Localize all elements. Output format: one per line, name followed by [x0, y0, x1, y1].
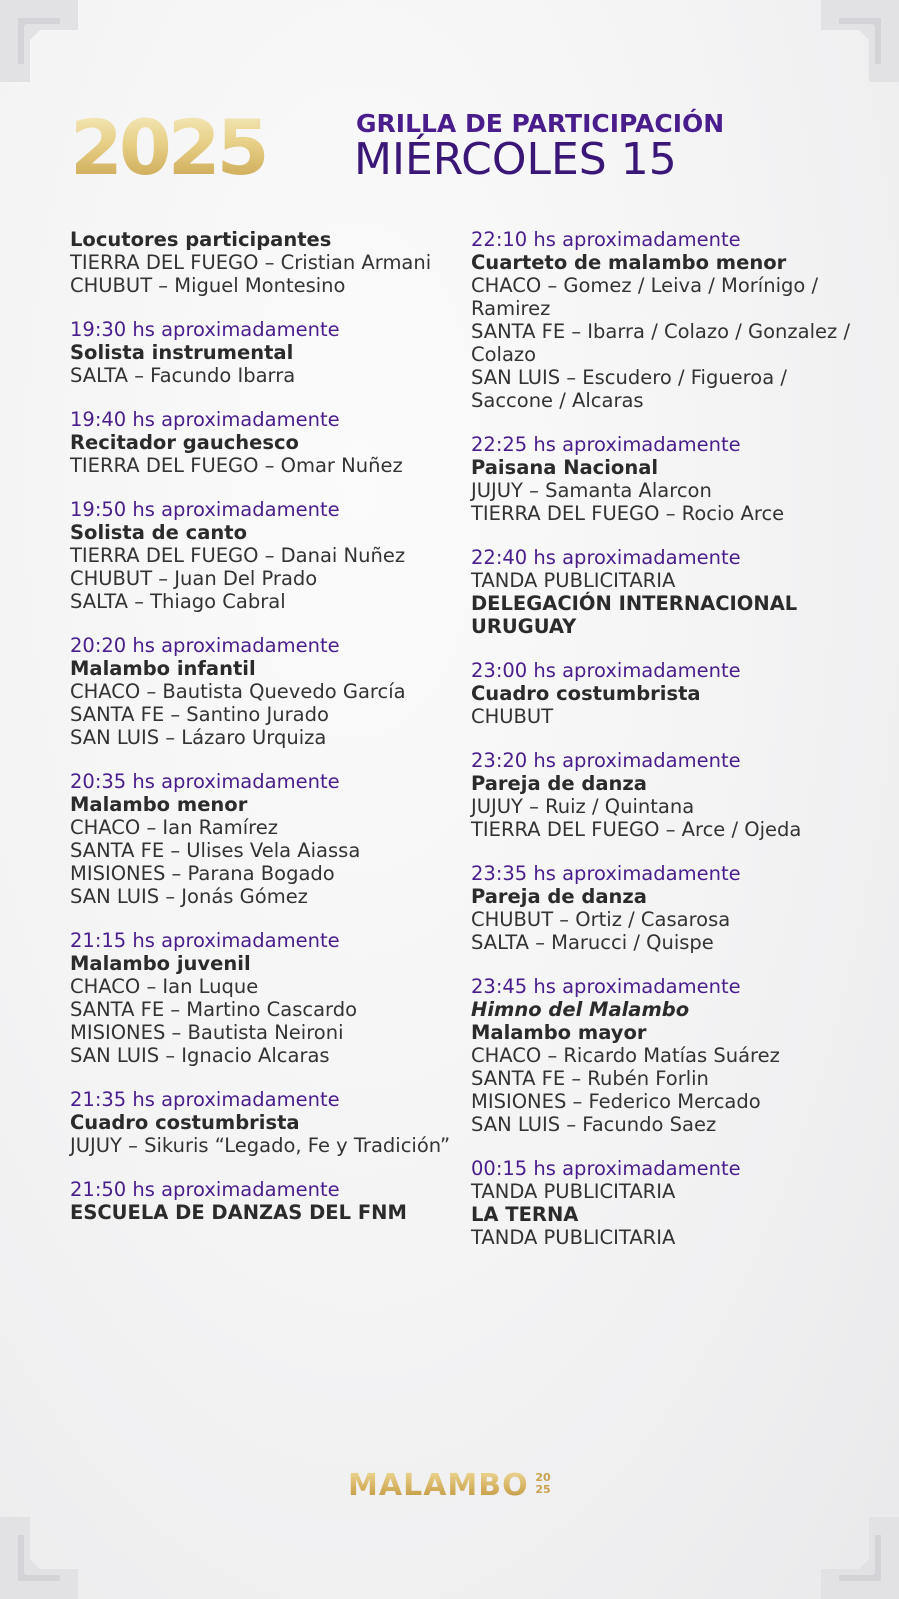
- schedule-block: [471, 433, 871, 525]
- schedule-entry: CHACO – Gomez / Leiva / Morínigo / Ramirez: [471, 274, 825, 320]
- page-day: MIÉRCOLES 15: [354, 134, 677, 185]
- schedule-category: Cuarteto de malambo menor: [471, 251, 787, 274]
- schedule-category: Himno del Malambo: [471, 998, 690, 1021]
- schedule-time: 23:20 hs aproximadamente: [471, 749, 741, 772]
- schedule-entry: SANTA FE – Ibarra / Colazo / Gonzalez / Colazo: [471, 320, 857, 366]
- schedule-time: 23:45 hs aproximadamente: [471, 975, 741, 998]
- logo-year-bottom: 25: [535, 1483, 551, 1496]
- schedule-entry: SAN LUIS – Escudero / Figueroa / Saccone / Alcaras: [471, 366, 794, 412]
- schedule-block: [70, 770, 460, 908]
- schedule-time: 21:35 hs aproximadamente: [70, 1088, 340, 1111]
- schedule-category: Locutores participantes: [70, 228, 332, 251]
- corner-ornament-bottom-right: [809, 1509, 899, 1599]
- schedule-block: [70, 408, 460, 477]
- schedule-time: 23:35 hs aproximadamente: [471, 862, 741, 885]
- schedule-category: Recitador gauchesco: [70, 431, 299, 454]
- malambo-logo: [348, 1468, 558, 1508]
- schedule-block: [70, 929, 460, 1067]
- schedule-block: [70, 318, 460, 387]
- schedule-block: [70, 1088, 460, 1157]
- schedule-entry: JUJUY – Samanta Alarcon: [471, 479, 712, 502]
- schedule-highlight: LA TERNA: [471, 1203, 579, 1226]
- malambo-logo-text: MALAMBO: [348, 1468, 529, 1503]
- schedule-entry: TIERRA DEL FUEGO – Arce / Ojeda: [471, 818, 802, 841]
- corner-ornament-bottom-left: [0, 1509, 90, 1599]
- schedule-entry: CHUBUT: [471, 705, 554, 728]
- schedule-entry: SALTA – Marucci / Quispe: [471, 931, 714, 954]
- schedule-column-right: [471, 228, 871, 1270]
- malambo-logo-year: [532, 1472, 554, 1496]
- schedule-block: [70, 228, 460, 297]
- schedule-time: 21:50 hs aproximadamente: [70, 1178, 340, 1201]
- schedule-highlight: ESCUELA DE DANZAS DEL FNM: [70, 1201, 407, 1224]
- schedule-entry: SANTA FE – Ulises Vela Aiassa: [70, 839, 361, 862]
- schedule-category: Malambo infantil: [70, 657, 256, 680]
- schedule-time: 19:50 hs aproximadamente: [70, 498, 340, 521]
- schedule-block: [471, 546, 871, 638]
- schedule-entry: JUJUY – Sikuris “Legado, Fe y Tradición”: [70, 1134, 451, 1157]
- schedule-entry: SAN LUIS – Jonás Gómez: [70, 885, 308, 908]
- schedule-entry: SAN LUIS – Lázaro Urquiza: [70, 726, 327, 749]
- schedule-entry: SANTA FE – Rubén Forlin: [471, 1067, 709, 1090]
- schedule-category: Solista de canto: [70, 521, 247, 544]
- corner-ornament-top-left: [0, 0, 90, 90]
- schedule-block: [70, 634, 460, 749]
- schedule-category: Malambo juvenil: [70, 952, 251, 975]
- schedule-time: 23:00 hs aproximadamente: [471, 659, 741, 682]
- schedule-entry: SALTA – Thiago Cabral: [70, 590, 286, 613]
- schedule-entry: CHACO – Bautista Quevedo García: [70, 680, 406, 703]
- schedule-entry: CHUBUT – Ortiz / Casarosa: [471, 908, 731, 931]
- schedule-block: [70, 1178, 460, 1224]
- schedule-category: Pareja de danza: [471, 772, 647, 795]
- schedule-category: Solista instrumental: [70, 341, 294, 364]
- schedule-entry: CHUBUT – Juan Del Prado: [70, 567, 318, 590]
- schedule-time: 22:40 hs aproximadamente: [471, 546, 741, 569]
- schedule-time: 19:40 hs aproximadamente: [70, 408, 340, 431]
- schedule-time: 21:15 hs aproximadamente: [70, 929, 340, 952]
- schedule-time: 19:30 hs aproximadamente: [70, 318, 340, 341]
- schedule-entry: TIERRA DEL FUEGO – Danai Nuñez: [70, 544, 406, 567]
- schedule-block: [471, 749, 871, 841]
- schedule-block: [471, 862, 871, 954]
- schedule-category: Cuadro costumbrista: [70, 1111, 300, 1134]
- schedule-block: [70, 498, 460, 613]
- schedule-time: 20:35 hs aproximadamente: [70, 770, 340, 793]
- schedule-time: 22:25 hs aproximadamente: [471, 433, 741, 456]
- schedule-entry: TANDA PUBLICITARIA: [471, 1226, 676, 1249]
- schedule-entry: SANTA FE – Santino Jurado: [70, 703, 329, 726]
- schedule-entry: TIERRA DEL FUEGO – Cristian Armani: [70, 251, 432, 274]
- schedule-block: [471, 1157, 871, 1249]
- schedule-category: Pareja de danza: [471, 885, 647, 908]
- schedule-entry: CHACO – Ian Luque: [70, 975, 259, 998]
- schedule-column-left: [70, 228, 460, 1245]
- schedule-entry: SAN LUIS – Facundo Saez: [471, 1113, 717, 1136]
- schedule-entry: CHACO – Ian Ramírez: [70, 816, 278, 839]
- schedule-category: Cuadro costumbrista: [471, 682, 701, 705]
- schedule-entry: CHUBUT – Miguel Montesino: [70, 274, 346, 297]
- schedule-entry: MISIONES – Federico Mercado: [471, 1090, 761, 1113]
- schedule-entry: SALTA – Facundo Ibarra: [70, 364, 296, 387]
- schedule-entry: TIERRA DEL FUEGO – Rocio Arce: [471, 502, 785, 525]
- schedule-highlight: DELEGACIÓN INTERNACIONAL URUGUAY: [471, 592, 805, 638]
- schedule-entry: TIERRA DEL FUEGO – Omar Nuñez: [70, 454, 403, 477]
- page-header: [70, 103, 830, 192]
- corner-ornament-top-right: [809, 0, 899, 90]
- schedule-category: Malambo menor: [70, 793, 248, 816]
- page-title: GRILLA DE PARTICIPACIÓN: [356, 109, 725, 138]
- schedule-entry: TANDA PUBLICITARIA: [471, 569, 676, 592]
- schedule-time: 20:20 hs aproximadamente: [70, 634, 340, 657]
- schedule-category: Malambo mayor: [471, 1021, 647, 1044]
- schedule-entry: SANTA FE – Martino Cascardo: [70, 998, 358, 1021]
- schedule-entry: MISIONES – Bautista Neironi: [70, 1021, 344, 1044]
- schedule-entry: CHACO – Ricardo Matías Suárez: [471, 1044, 780, 1067]
- schedule-time: 00:15 hs aproximadamente: [471, 1157, 741, 1180]
- schedule-entry: JUJUY – Ruiz / Quintana: [471, 795, 695, 818]
- schedule-block: [471, 659, 871, 728]
- logo-year-top: 20: [535, 1471, 551, 1484]
- schedule-entry: MISIONES – Parana Bogado: [70, 862, 335, 885]
- schedule-block: [471, 228, 871, 412]
- schedule-time: 22:10 hs aproximadamente: [471, 228, 741, 251]
- schedule-block: [471, 975, 871, 1136]
- schedule-category: Paisana Nacional: [471, 456, 659, 479]
- schedule-entry: TANDA PUBLICITARIA: [471, 1180, 676, 1203]
- schedule-entry: SAN LUIS – Ignacio Alcaras: [70, 1044, 330, 1067]
- year-logo: 2025: [70, 103, 266, 192]
